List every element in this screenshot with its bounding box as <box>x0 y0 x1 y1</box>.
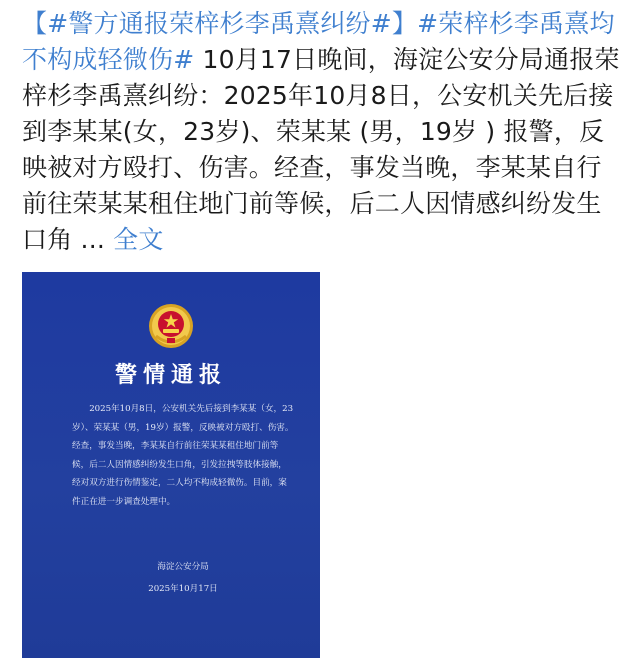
police-notice-image[interactable] <box>22 272 320 658</box>
full-text-link[interactable]: 全文 <box>113 225 164 254</box>
notice-title: 警情通报 <box>114 362 227 388</box>
hashtag-no-minor-injury[interactable]: #荣梓杉李禹熹均不构成轻微伤# <box>22 9 615 74</box>
notice-signature-date: 2025年10月17日 <box>148 584 218 594</box>
hashtag-police-report[interactable]: 【#警方通报荣梓杉李禹熹纠纷#】 <box>22 9 418 38</box>
notice-signature <box>22 556 320 600</box>
notice-body: 2025年10月8日，公安机关先后接到李某某（女，23岁）、荣某某（男，19岁）报警，反映被对方殴打、伤害。经查，事发当晚，李某某自行前往荣某某租住地门前等候，后二人因情感纠纷发生口角，引发拉拽等肢体接触，经对双方进行伤情鉴定，二人均不构成轻微伤。目前，案件正在进一步调查处理中。 <box>72 404 294 507</box>
notice-signature-org: 海淀公安分局 <box>157 562 209 572</box>
post-body-text: 10月17日晚间，海淀公安分局通报荣梓杉李禹熹纠纷：2025年10月8日，公安机关先后接到李某某(女，23岁)、荣某某 (男，19岁 ) 报警，反映被对方殴打、伤害。经查，事发当晚，李某某自行前往荣某某租住地门前等候，后二人因情感纠纷发生口角 ... <box>22 45 620 254</box>
police-emblem-icon <box>147 302 195 350</box>
post-text <box>22 6 622 258</box>
